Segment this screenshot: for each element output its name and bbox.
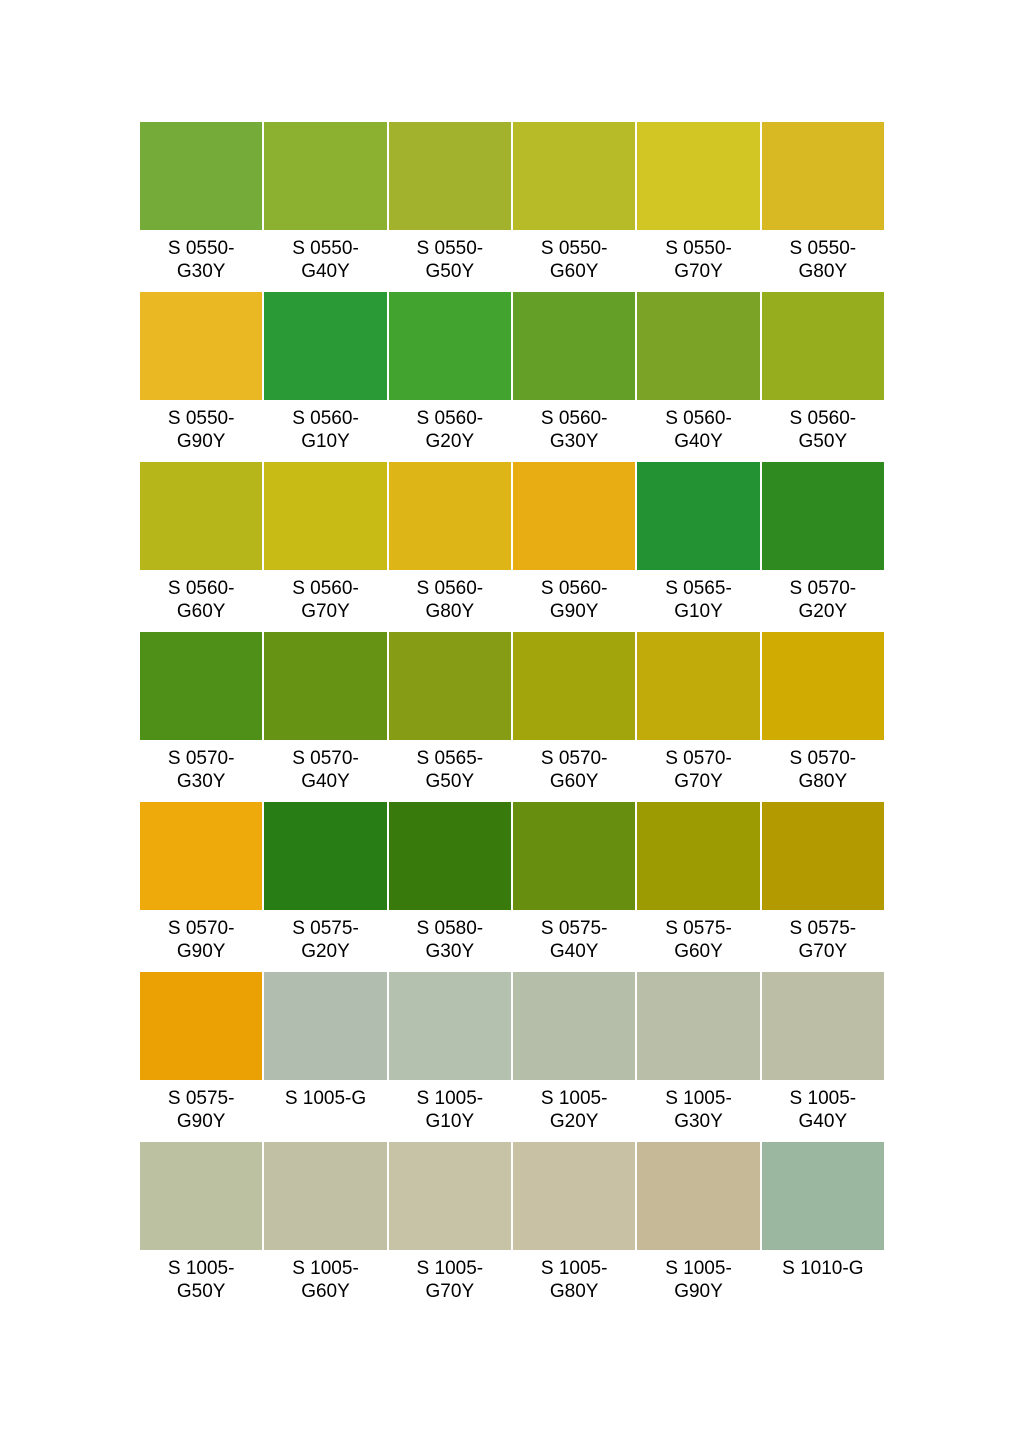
color-swatch bbox=[389, 1142, 511, 1250]
color-swatch bbox=[513, 802, 635, 910]
color-swatch bbox=[513, 292, 635, 400]
swatch-label: S 1005- G60Y bbox=[292, 1258, 359, 1302]
color-swatch bbox=[762, 972, 884, 1080]
color-swatch bbox=[389, 462, 511, 570]
swatch-cell bbox=[513, 632, 635, 802]
swatch-cell bbox=[513, 972, 635, 1142]
swatch-label: S 0560- G70Y bbox=[292, 578, 359, 622]
color-swatch bbox=[389, 802, 511, 910]
swatch-cell bbox=[637, 972, 759, 1142]
swatch-label: S 1005- G50Y bbox=[167, 1258, 235, 1302]
color-swatch-grid bbox=[140, 122, 884, 1312]
color-swatch bbox=[513, 462, 635, 570]
color-swatch bbox=[762, 292, 884, 400]
swatch-cell bbox=[140, 972, 262, 1142]
color-swatch bbox=[637, 462, 759, 570]
swatch-label: S 1010-G bbox=[782, 1258, 864, 1279]
swatch-label: S 0550- G60Y bbox=[540, 238, 608, 282]
swatch-cell bbox=[637, 462, 759, 632]
color-swatch bbox=[762, 462, 884, 570]
swatch-cell bbox=[140, 292, 262, 462]
swatch-label: S 0550- G30Y bbox=[167, 238, 235, 282]
color-swatch bbox=[513, 972, 635, 1080]
swatch-cell bbox=[637, 292, 759, 462]
swatch-cell bbox=[513, 1142, 635, 1312]
color-swatch bbox=[140, 122, 262, 230]
swatch-label: S 0560- G80Y bbox=[416, 578, 484, 622]
swatch-label: S 0570- G20Y bbox=[789, 578, 857, 622]
swatch-label: S 0560- G50Y bbox=[789, 408, 857, 452]
swatch-label: S 0565- G50Y bbox=[416, 748, 484, 792]
swatch-label: S 0550- G40Y bbox=[292, 238, 359, 282]
color-swatch bbox=[264, 972, 386, 1080]
swatch-label: S 1005- G90Y bbox=[665, 1258, 732, 1302]
swatch-cell bbox=[264, 802, 386, 972]
swatch-cell bbox=[389, 1142, 511, 1312]
swatch-label: S 0570- G80Y bbox=[789, 748, 857, 792]
color-swatch bbox=[389, 122, 511, 230]
swatch-cell bbox=[264, 462, 386, 632]
swatch-cell bbox=[389, 292, 511, 462]
swatch-cell bbox=[389, 632, 511, 802]
swatch-cell bbox=[762, 972, 884, 1142]
swatch-label: S 0570- G70Y bbox=[665, 748, 732, 792]
swatch-cell bbox=[140, 632, 262, 802]
color-swatch bbox=[762, 1142, 884, 1250]
swatch-cell bbox=[762, 1142, 884, 1312]
color-swatch bbox=[140, 632, 262, 740]
swatch-cell bbox=[637, 1142, 759, 1312]
swatch-label: S 0580- G30Y bbox=[416, 918, 484, 962]
swatch-label: S 0570- G90Y bbox=[167, 918, 235, 962]
swatch-cell bbox=[762, 292, 884, 462]
swatch-label: S 1005- G80Y bbox=[540, 1258, 608, 1302]
swatch-label: S 0575- G20Y bbox=[292, 918, 359, 962]
swatch-label: S 0570- G40Y bbox=[292, 748, 359, 792]
swatch-cell bbox=[389, 462, 511, 632]
swatch-label: S 0560- G90Y bbox=[540, 578, 608, 622]
color-swatch bbox=[264, 632, 386, 740]
color-swatch bbox=[264, 462, 386, 570]
swatch-cell bbox=[762, 122, 884, 292]
swatch-cell bbox=[762, 462, 884, 632]
color-swatch bbox=[264, 122, 386, 230]
swatch-label: S 1005- G30Y bbox=[665, 1088, 732, 1132]
color-swatch bbox=[389, 292, 511, 400]
swatch-cell bbox=[264, 972, 386, 1142]
swatch-label: S 0575- G40Y bbox=[540, 918, 608, 962]
swatch-cell bbox=[264, 1142, 386, 1312]
swatch-label: S 0550- G80Y bbox=[789, 238, 857, 282]
swatch-label: S 0570- G30Y bbox=[167, 748, 235, 792]
swatch-label: S 0575- G70Y bbox=[789, 918, 857, 962]
swatch-label: S 1005- G40Y bbox=[789, 1088, 857, 1132]
color-swatch bbox=[637, 632, 759, 740]
color-swatch bbox=[140, 462, 262, 570]
swatch-label: S 1005- G10Y bbox=[416, 1088, 484, 1132]
color-swatch bbox=[637, 1142, 759, 1250]
swatch-cell bbox=[264, 122, 386, 292]
swatch-cell bbox=[264, 632, 386, 802]
color-swatch bbox=[762, 802, 884, 910]
swatch-cell bbox=[513, 122, 635, 292]
swatch-cell bbox=[513, 292, 635, 462]
swatch-label: S 0575- G90Y bbox=[167, 1088, 235, 1132]
color-swatch bbox=[264, 802, 386, 910]
swatch-label: S 0550- G70Y bbox=[665, 238, 732, 282]
swatch-cell bbox=[140, 122, 262, 292]
swatch-cell bbox=[389, 122, 511, 292]
swatch-cell bbox=[389, 802, 511, 972]
color-swatch bbox=[637, 802, 759, 910]
swatch-cell bbox=[264, 292, 386, 462]
color-swatch bbox=[389, 972, 511, 1080]
swatch-label: S 0560- G40Y bbox=[665, 408, 732, 452]
swatch-label: S 1005- G20Y bbox=[540, 1088, 608, 1132]
color-swatch bbox=[140, 802, 262, 910]
color-swatch bbox=[513, 122, 635, 230]
color-swatch bbox=[513, 632, 635, 740]
swatch-cell bbox=[637, 802, 759, 972]
color-swatch bbox=[762, 632, 884, 740]
color-swatch bbox=[637, 972, 759, 1080]
color-swatch bbox=[140, 292, 262, 400]
swatch-label: S 0575- G60Y bbox=[665, 918, 732, 962]
color-swatch bbox=[140, 1142, 262, 1250]
swatch-label: S 0560- G10Y bbox=[292, 408, 359, 452]
swatch-label: S 0560- G30Y bbox=[540, 408, 608, 452]
swatch-cell bbox=[140, 462, 262, 632]
color-swatch bbox=[140, 972, 262, 1080]
swatch-label: S 0560- G20Y bbox=[416, 408, 484, 452]
swatch-cell bbox=[637, 122, 759, 292]
color-swatch bbox=[264, 292, 386, 400]
swatch-cell bbox=[637, 632, 759, 802]
color-swatch bbox=[389, 632, 511, 740]
swatch-label: S 0550- G90Y bbox=[167, 408, 235, 452]
swatch-label: S 0550- G50Y bbox=[416, 238, 484, 282]
swatch-cell bbox=[513, 802, 635, 972]
swatch-label: S 0560- G60Y bbox=[167, 578, 235, 622]
color-swatch bbox=[637, 292, 759, 400]
swatch-label: S 1005- G70Y bbox=[416, 1258, 484, 1302]
swatch-label: S 0570- G60Y bbox=[540, 748, 608, 792]
swatch-cell bbox=[513, 462, 635, 632]
color-swatch bbox=[637, 122, 759, 230]
color-swatch bbox=[264, 1142, 386, 1250]
swatch-label: S 1005-G bbox=[284, 1088, 367, 1109]
swatch-cell bbox=[140, 802, 262, 972]
swatch-label: S 0565- G10Y bbox=[665, 578, 732, 622]
color-swatch bbox=[513, 1142, 635, 1250]
swatch-cell bbox=[762, 632, 884, 802]
swatch-cell bbox=[762, 802, 884, 972]
swatch-cell bbox=[140, 1142, 262, 1312]
color-swatch bbox=[762, 122, 884, 230]
swatch-cell bbox=[389, 972, 511, 1142]
